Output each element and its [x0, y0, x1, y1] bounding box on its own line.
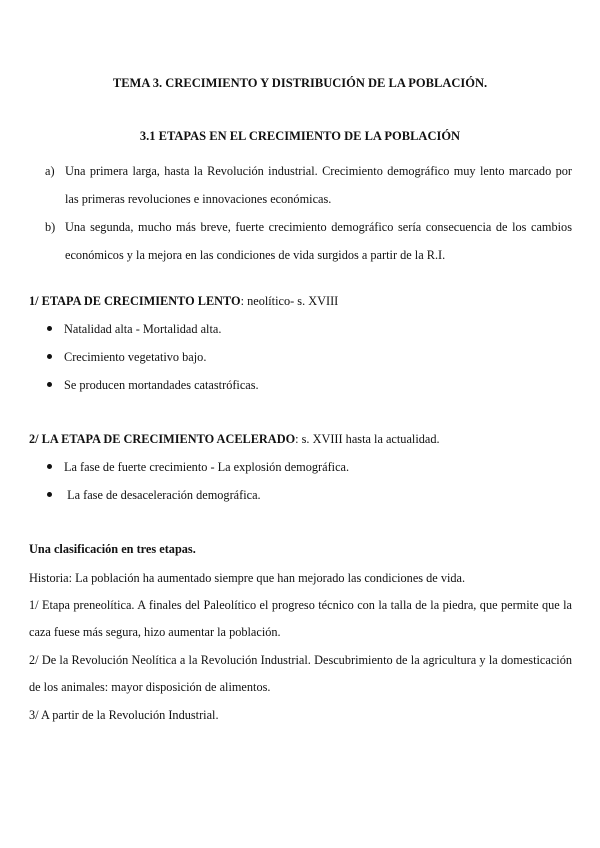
stage2-heading — [29, 432, 440, 447]
list-label: b) — [45, 220, 56, 234]
section-title: 3.1 ETAPAS EN EL CRECIMIENTO DE LA POBLACIÓN — [139, 129, 461, 143]
list-item — [46, 315, 259, 343]
list-text: Una segunda, mucho más breve, fuerte crecimiento demográfico sería consecuencia de los cambios económicos y la mejora en las condiciones de vida surgidos a partir de la R.I. — [65, 220, 572, 262]
list-item — [46, 481, 349, 509]
stage1-heading — [29, 294, 338, 309]
stage1-heading-bold: 1/ ETAPA DE CRECIMIENTO LENTO — [29, 294, 241, 308]
classification-paragraph: 3/ A partir de la Revolución Industrial. — [29, 708, 219, 722]
list-item — [46, 453, 349, 481]
bullet-text: La fase de fuerte crecimiento - La explosión demográfica. — [64, 460, 350, 474]
bullet-text: La fase de desaceleración demográfica. — [64, 488, 261, 502]
bullet-icon — [47, 354, 52, 359]
stage1-bullets — [46, 315, 259, 399]
bullet-icon — [47, 492, 52, 497]
bullet-icon — [47, 382, 52, 387]
stage2-heading-bold: 2/ LA ETAPA DE CRECIMIENTO ACELERADO — [29, 432, 296, 446]
bullet-text: Crecimiento vegetativo bajo. — [64, 350, 207, 364]
list-item — [46, 371, 259, 399]
bullet-icon — [47, 464, 52, 469]
bullet-icon — [47, 326, 52, 331]
bullet-text: Se producen mortandades catastróficas. — [64, 378, 259, 392]
list-item — [46, 343, 259, 371]
stage2-heading-detail: : s. XVIII hasta la actualidad. — [295, 432, 440, 446]
classification-paragraph: Historia: La población ha aumentado siempre que han mejorado las condiciones de vida. — [29, 571, 466, 585]
page-title: TEMA 3. CRECIMIENTO Y DISTRIBUCIÓN DE LA POBLACIÓN. — [112, 76, 488, 90]
list-item — [40, 213, 572, 269]
list-label: a) — [45, 164, 55, 178]
stages-list — [40, 157, 572, 269]
stage1-heading-detail: : neolítico- s. XVIII — [240, 294, 339, 308]
bullet-text: Natalidad alta - Mortalidad alta. — [64, 322, 222, 336]
stage2-bullets — [46, 453, 349, 509]
classification-paragraph: 1/ Etapa preneolítica. A finales del Paleolítico el progreso técnico con la talla de la piedra, que permite que la caza fuese más segura, hizo aumentar la población. — [29, 598, 572, 639]
classification-paragraph: 2/ De la Revolución Neolítica a la Revolución Industrial. Descubrimiento de la agricultura y la domesticación de los animales: mayor disposición de alimentos. — [29, 653, 572, 694]
classification-heading: Una clasificación en tres etapas. — [29, 542, 196, 556]
list-text: Una primera larga, hasta la Revolución industrial. Crecimiento demográfico muy lento marcado por las primeras revoluciones e innovaciones económicas. — [65, 164, 572, 206]
list-item — [40, 157, 572, 213]
